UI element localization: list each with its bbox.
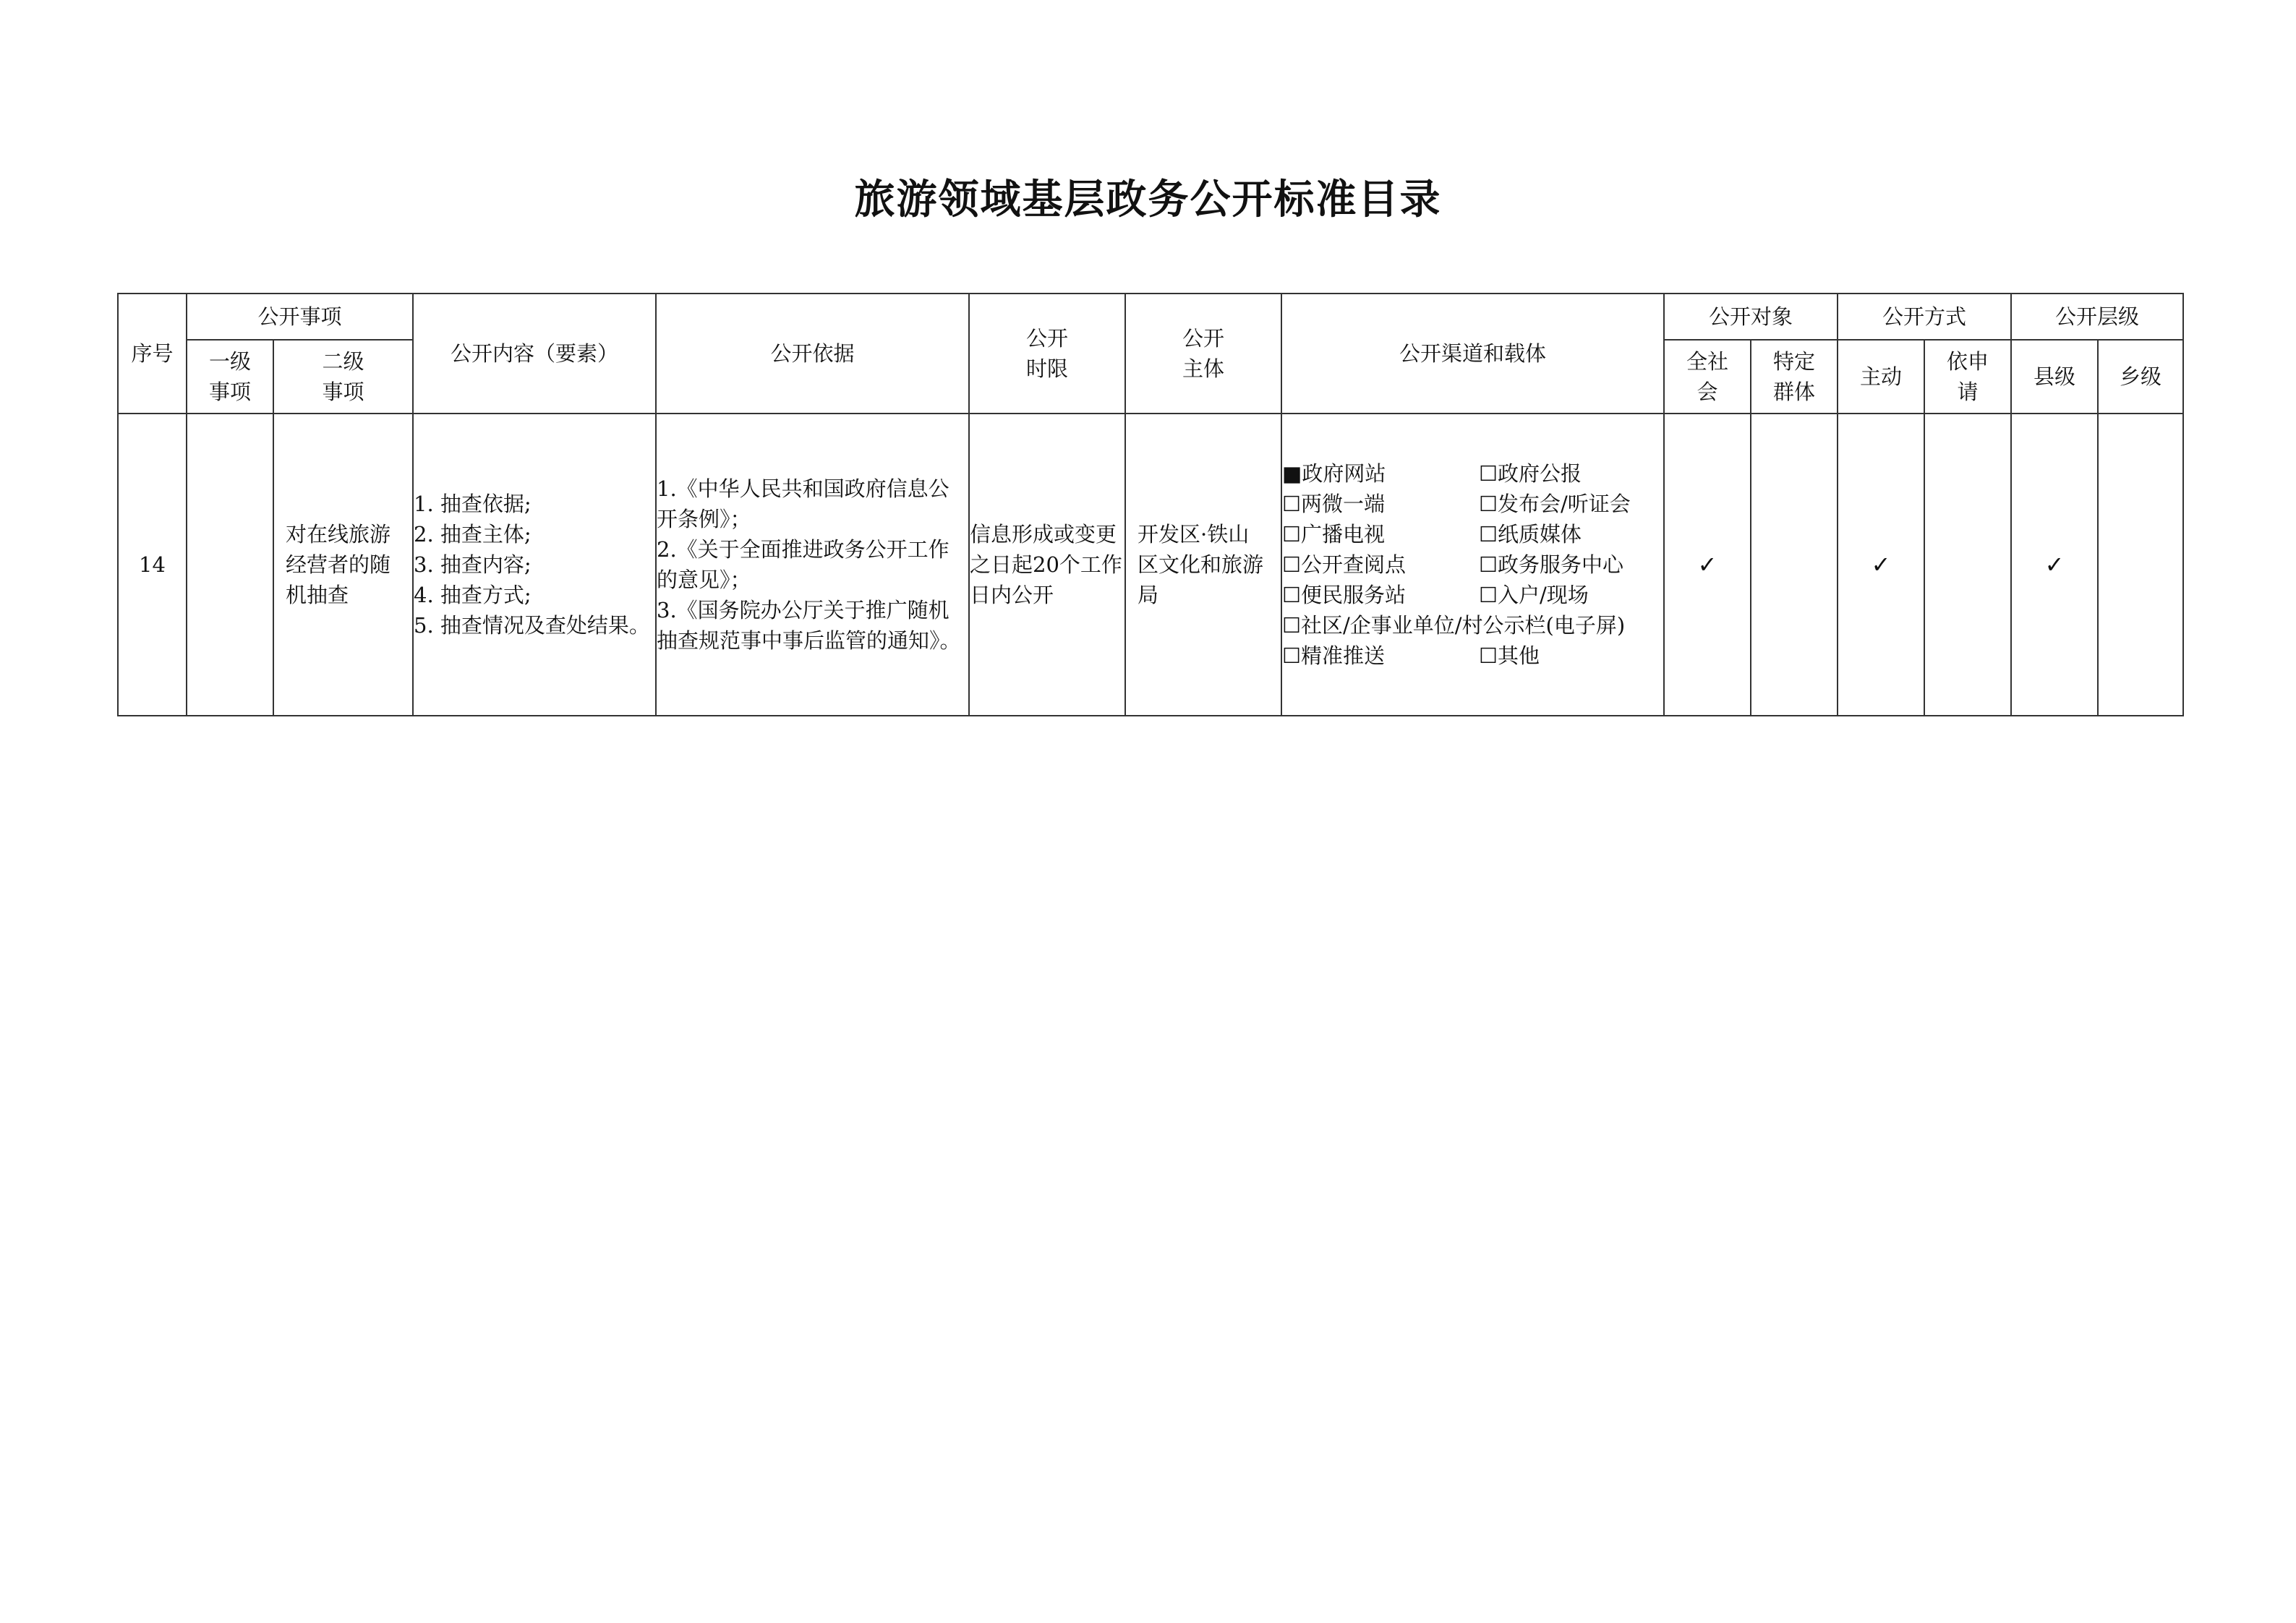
unchecked-box-icon: ☐ [1282, 643, 1302, 668]
unchecked-box-icon: ☐ [1282, 613, 1302, 638]
channel-label: 其他 [1498, 643, 1540, 668]
content-item: 3. 抽查内容; [414, 552, 532, 577]
header-time-limit: 公开 时限 [969, 294, 1125, 414]
content-list [414, 489, 655, 641]
row-level2: 对在线旅游经营者的随机抽查 [273, 414, 413, 716]
header-row-1 [118, 294, 2183, 340]
header-level2: 二级 事项 [273, 340, 413, 414]
row-level1 [187, 414, 273, 716]
channel-option [1282, 641, 1479, 671]
header-level-group: 公开层级 [2011, 294, 2183, 340]
row-time-limit: 信息形成或变更之日起20个工作日内公开 [969, 414, 1125, 716]
unchecked-box-icon: ☐ [1479, 522, 1498, 547]
channel-option [1479, 458, 1663, 489]
unchecked-box-icon: ☐ [1479, 492, 1498, 516]
channel-label: 发布会/听证会 [1498, 492, 1631, 516]
unchecked-box-icon: ☐ [1282, 492, 1302, 516]
unchecked-box-icon: ☐ [1479, 552, 1498, 577]
row-method-request-check [1924, 414, 2011, 716]
channel-label: 入户/现场 [1498, 583, 1589, 607]
content-item: 4. 抽查方式; [414, 583, 532, 607]
header-seq: 序号 [118, 294, 187, 414]
header-method-active: 主动 [1838, 340, 1924, 414]
channel-option [1282, 489, 1479, 519]
row-seq: 14 [118, 414, 187, 716]
basis-list [657, 474, 968, 656]
channel-option [1479, 519, 1663, 549]
unchecked-box-icon: ☐ [1282, 552, 1302, 577]
row-channels [1281, 414, 1664, 716]
header-method-group: 公开方式 [1838, 294, 2011, 340]
header-level-county: 县级 [2011, 340, 2098, 414]
unchecked-box-icon: ☐ [1479, 583, 1498, 607]
unchecked-box-icon: ☐ [1282, 522, 1302, 547]
row-method-active-check: ✓ [1838, 414, 1924, 716]
unchecked-box-icon: ☐ [1479, 461, 1498, 486]
channel-label: 纸质媒体 [1498, 522, 1582, 547]
channel-option [1479, 580, 1663, 610]
channel-label: 广播电视 [1301, 522, 1386, 547]
content-item: 1. 抽查依据; [414, 492, 532, 516]
row-target-all-check: ✓ [1664, 414, 1751, 716]
header-channels: 公开渠道和载体 [1281, 294, 1664, 414]
channel-option [1282, 519, 1479, 549]
row-basis [656, 414, 969, 716]
content-item: 2. 抽查主体; [414, 522, 532, 547]
channel-label: 社区/企事业单位/村公示栏(电子屏) [1301, 613, 1626, 638]
header-basis: 公开依据 [656, 294, 969, 414]
basis-item: 3.《国务院办公厅关于推广随机抽查规范事中事后监管的通知》。 [657, 598, 961, 653]
document-title: 旅游领域基层政务公开标准目录 [854, 176, 1442, 223]
channel-option [1282, 549, 1479, 580]
row-content [413, 414, 656, 716]
row-subject: 开发区·铁山区文化和旅游局 [1125, 414, 1281, 716]
channel-label: 两微一端 [1301, 492, 1386, 516]
header-level-township: 乡级 [2098, 340, 2183, 414]
header-target-specific: 特定 群体 [1751, 340, 1838, 414]
channel-label: 政府网站 [1302, 461, 1386, 486]
header-target-all: 全社 会 [1664, 340, 1751, 414]
row-target-specific-check [1751, 414, 1838, 716]
content-item: 5. 抽查情况及查处结果。 [414, 613, 650, 638]
channel-option [1282, 458, 1479, 489]
header-subject: 公开 主体 [1125, 294, 1281, 414]
checked-box-icon: ■ [1282, 461, 1302, 486]
channel-label: 便民服务站 [1301, 583, 1407, 607]
row-level-township-check [2098, 414, 2183, 716]
catalog-table [117, 293, 2184, 716]
channel-grid [1282, 458, 1663, 671]
unchecked-box-icon: ☐ [1282, 583, 1302, 607]
unchecked-box-icon: ☐ [1479, 643, 1498, 668]
basis-item: 1.《中华人民共和国政府信息公开条例》； [657, 476, 949, 531]
basis-item: 2.《关于全面推进政务公开工作的意见》； [657, 537, 949, 592]
channel-option [1479, 641, 1663, 671]
channel-option [1282, 580, 1479, 610]
row-level-county-check: ✓ [2011, 414, 2098, 716]
header-matter-group: 公开事项 [187, 294, 413, 340]
header-target-group: 公开对象 [1664, 294, 1838, 340]
channel-option [1282, 610, 1663, 641]
channel-option [1479, 549, 1663, 580]
channel-label: 精准推送 [1301, 643, 1386, 668]
table-row [118, 414, 2183, 716]
header-level1: 一级 事项 [187, 340, 273, 414]
header-method-request: 依申 请 [1924, 340, 2011, 414]
channel-label: 政务服务中心 [1498, 552, 1624, 577]
channel-label: 政府公报 [1498, 461, 1582, 486]
channel-option [1479, 489, 1663, 519]
channel-label: 公开查阅点 [1301, 552, 1407, 577]
header-content: 公开内容（要素） [413, 294, 656, 414]
